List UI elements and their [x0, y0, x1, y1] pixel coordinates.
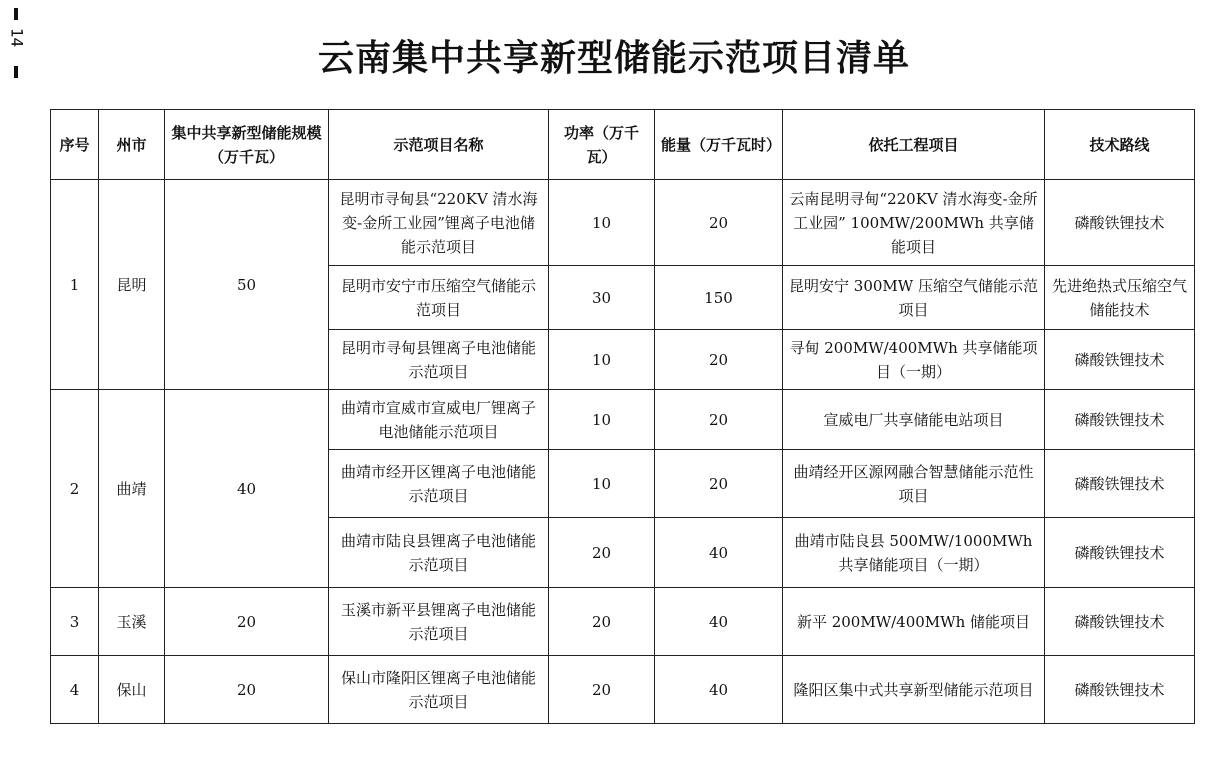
tech-route-cell: 磷酸铁锂技术	[1045, 656, 1195, 724]
energy-cell: 20	[655, 180, 783, 266]
power-cell: 30	[549, 266, 655, 330]
base-project-cell: 新平 200MW/400MWh 储能项目	[783, 588, 1045, 656]
scale-cell: 20	[165, 656, 329, 724]
project-name-cell: 昆明市寻甸县锂离子电池储能示范项目	[329, 330, 549, 390]
seq-cell: 3	[51, 588, 99, 656]
seq-cell: 1	[51, 180, 99, 390]
tech-route-cell: 磷酸铁锂技术	[1045, 180, 1195, 266]
project-name-cell: 玉溪市新平县锂离子电池储能示范项目	[329, 588, 549, 656]
page-number: 14	[7, 27, 27, 48]
header-cell-base-project: 依托工程项目	[783, 110, 1045, 180]
header-cell-energy: 能量（万千瓦时）	[655, 110, 783, 180]
project-list-table	[50, 109, 1195, 724]
tech-route-cell: 磷酸铁锂技术	[1045, 330, 1195, 390]
seq-cell: 4	[51, 656, 99, 724]
base-project-cell: 宣威电厂共享储能电站项目	[783, 390, 1045, 450]
project-name-cell: 昆明市安宁市压缩空气储能示范项目	[329, 266, 549, 330]
base-project-cell: 寻甸 200MW/400MWh 共享储能项目（一期）	[783, 330, 1045, 390]
page-title: 云南集中共享新型储能示范项目清单	[317, 37, 910, 79]
scale-cell: 40	[165, 390, 329, 588]
power-cell: 20	[549, 518, 655, 588]
table-header-row	[51, 110, 1195, 180]
energy-cell: 20	[655, 330, 783, 390]
tech-route-cell: 磷酸铁锂技术	[1045, 450, 1195, 518]
base-project-cell: 曲靖市陆良县 500MW/1000MWh 共享储能项目（一期）	[783, 518, 1045, 588]
project-name-cell: 保山市隆阳区锂离子电池储能示范项目	[329, 656, 549, 724]
base-project-cell: 云南昆明寻甸“220KV 清水海变-金所工业园” 100MW/200MWh 共享储能项目	[783, 180, 1045, 266]
scale-cell: 20	[165, 588, 329, 656]
energy-cell: 40	[655, 518, 783, 588]
seq-cell: 2	[51, 390, 99, 588]
header-cell-tech-route: 技术路线	[1045, 110, 1195, 180]
power-cell: 10	[549, 330, 655, 390]
project-name-cell: 昆明市寻甸县“220KV 清水海变-金所工业园”锂离子电池储能示范项目	[329, 180, 549, 266]
energy-cell: 40	[655, 588, 783, 656]
table-row	[51, 390, 1195, 450]
energy-cell: 20	[655, 390, 783, 450]
city-cell: 玉溪	[99, 588, 165, 656]
table-row	[51, 588, 1195, 656]
header-cell-power: 功率（万千瓦）	[549, 110, 655, 180]
power-cell: 20	[549, 588, 655, 656]
power-cell: 20	[549, 656, 655, 724]
energy-cell: 20	[655, 450, 783, 518]
city-cell: 昆明	[99, 180, 165, 390]
energy-cell: 40	[655, 656, 783, 724]
power-cell: 10	[549, 180, 655, 266]
city-cell: 曲靖	[99, 390, 165, 588]
table-row	[51, 180, 1195, 266]
scale-cell: 50	[165, 180, 329, 390]
project-name-cell: 曲靖市宣威市宣威电厂锂离子电池储能示范项目	[329, 390, 549, 450]
header-cell-scale: 集中共享新型储能规模（万千瓦）	[165, 110, 329, 180]
project-name-cell: 曲靖市陆良县锂离子电池储能示范项目	[329, 518, 549, 588]
project-name-cell: 曲靖市经开区锂离子电池储能示范项目	[329, 450, 549, 518]
tech-route-cell: 磷酸铁锂技术	[1045, 518, 1195, 588]
tech-route-cell: 磷酸铁锂技术	[1045, 588, 1195, 656]
table-row	[51, 656, 1195, 724]
base-project-cell: 隆阳区集中式共享新型储能示范项目	[783, 656, 1045, 724]
tech-route-cell: 磷酸铁锂技术	[1045, 390, 1195, 450]
header-cell-city: 州市	[99, 110, 165, 180]
energy-cell: 150	[655, 266, 783, 330]
page-number-dash-top	[14, 8, 18, 20]
city-cell: 保山	[99, 656, 165, 724]
base-project-cell: 曲靖经开区源网融合智慧储能示范性项目	[783, 450, 1045, 518]
power-cell: 10	[549, 450, 655, 518]
base-project-cell: 昆明安宁 300MW 压缩空气储能示范项目	[783, 266, 1045, 330]
header-cell-seq: 序号	[51, 110, 99, 180]
power-cell: 10	[549, 390, 655, 450]
tech-route-cell: 先进绝热式压缩空气储能技术	[1045, 266, 1195, 330]
header-cell-project-name: 示范项目名称	[329, 110, 549, 180]
